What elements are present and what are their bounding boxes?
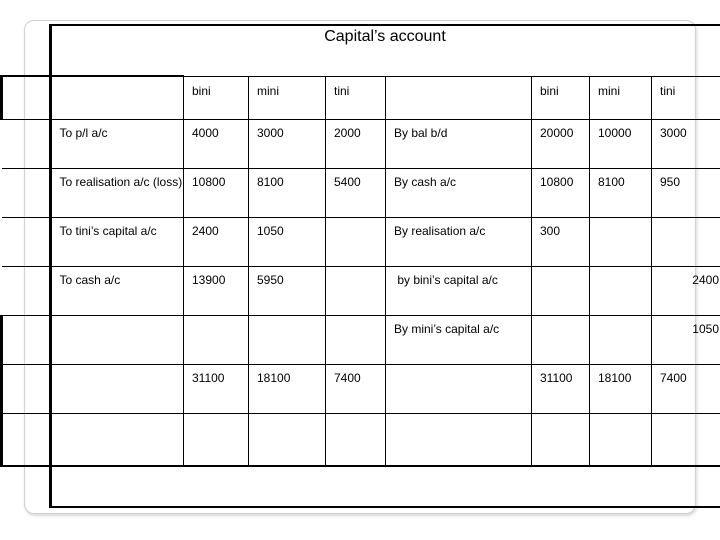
dr-particular: [52, 315, 184, 364]
dr-particular: [52, 364, 184, 413]
header-bini-left: bini: [184, 76, 249, 119]
dr-mini-total: 18100: [249, 364, 326, 413]
table-row: [2, 217, 720, 266]
page-title: Capital’s account: [324, 28, 446, 45]
cr-bini-total: 31100: [532, 364, 590, 413]
dr-tini: [326, 266, 386, 315]
dr-particular: To p/l a/c: [2, 119, 184, 168]
cr-particular: By mini’s capital a/c: [386, 315, 532, 364]
dr-tini: [326, 315, 386, 364]
cr-tini-total: 7400: [652, 364, 720, 413]
table-row: [2, 168, 720, 217]
header-row: [2, 76, 720, 119]
cr-bini: 10800: [532, 168, 590, 217]
table-row: [2, 315, 720, 364]
cr-tini: 1050: [652, 315, 720, 364]
header-tini-right: tini: [652, 76, 720, 119]
dr-mini: 1050: [249, 217, 326, 266]
table-row: [2, 413, 720, 466]
cr-particular: [386, 364, 532, 413]
dr-tini: [326, 413, 386, 466]
dr-mini: 8100: [249, 168, 326, 217]
table-row: [2, 266, 720, 315]
cr-bini: [532, 413, 590, 466]
cr-mini: [590, 413, 652, 466]
cr-bini: [532, 266, 590, 315]
header-mini-left: mini: [249, 76, 326, 119]
dr-mini: 3000: [249, 119, 326, 168]
cr-mini: [590, 266, 652, 315]
cr-mini: [590, 315, 652, 364]
dr-particular: To cash a/c: [2, 266, 184, 315]
dr-tini: 2000: [326, 119, 386, 168]
dr-particular: [52, 413, 184, 466]
cr-particular: By cash a/c: [386, 168, 532, 217]
cr-particular: By realisation a/c: [386, 217, 532, 266]
dr-bini-total: 31100: [184, 364, 249, 413]
dr-bini: 4000: [184, 119, 249, 168]
spacer-cell: [2, 413, 52, 466]
dr-particular: To tini’s capital a/c: [2, 217, 184, 266]
totals-row: [2, 364, 720, 413]
dr-tini: 5400: [326, 168, 386, 217]
dr-mini: [249, 315, 326, 364]
dr-particular: To realisation a/c (loss): [2, 168, 184, 217]
cr-tini: [652, 413, 720, 466]
dr-mini: 5950: [249, 266, 326, 315]
cr-particular: By bal b/d: [386, 119, 532, 168]
cr-bini: 20000: [532, 119, 590, 168]
dr-bini: [184, 413, 249, 466]
dr-bini: 13900: [184, 266, 249, 315]
dr-mini: [249, 413, 326, 466]
header-particular-left: [2, 76, 184, 119]
header-mini-right: mini: [590, 76, 652, 119]
dr-tini-total: 7400: [326, 364, 386, 413]
capital-account-table: [0, 75, 720, 467]
cr-mini-total: 18100: [590, 364, 652, 413]
dr-bini: [184, 315, 249, 364]
table-row: [2, 119, 720, 168]
dr-bini: 10800: [184, 168, 249, 217]
header-bini-right: bini: [532, 76, 590, 119]
dr-tini: [326, 217, 386, 266]
cr-particular: by bini’s capital a/c: [386, 266, 532, 315]
cr-particular: [386, 413, 532, 466]
cr-bini: 300: [532, 217, 590, 266]
spacer-cell: [2, 315, 52, 364]
spacer-cell: [2, 364, 52, 413]
dr-bini: 2400: [184, 217, 249, 266]
cr-mini: [590, 217, 652, 266]
cr-bini: [532, 315, 590, 364]
cr-tini: 2400: [652, 266, 720, 315]
header-tini-left: tini: [326, 76, 386, 119]
header-particular-right: [386, 76, 532, 119]
cr-tini: [652, 217, 720, 266]
cr-tini: 950: [652, 168, 720, 217]
cr-tini: 3000: [652, 119, 720, 168]
cr-mini: 10000: [590, 119, 652, 168]
cr-mini: 8100: [590, 168, 652, 217]
